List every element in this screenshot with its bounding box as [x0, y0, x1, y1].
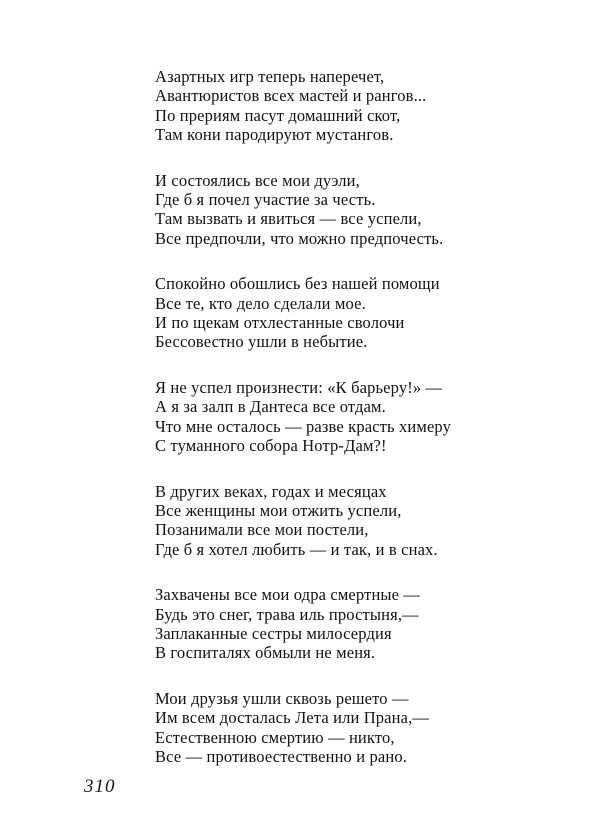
- poem-line: Все предпочли, что можно предпочесть.: [155, 228, 444, 248]
- poem-line: Там кони пародируют мустангов.: [155, 124, 394, 144]
- poem-line: Я не успел произнести: «К барьеру!» —: [155, 378, 443, 398]
- stanza-4: [155, 378, 555, 455]
- poem-line: Бессовестно ушли в небытие.: [155, 332, 368, 352]
- poem-line: Спокойно обошлись без нашей помощи: [155, 274, 440, 294]
- poem-line: Что мне осталось — разве красть химеру: [155, 416, 452, 436]
- poem-line: С туманного собора Нотр-Дам?!: [155, 435, 387, 455]
- stanza-3: [155, 274, 555, 351]
- poem-line: Все женщины мои отжить успели,: [155, 501, 402, 521]
- poem-line: А я за залп в Дантеса все отдам.: [155, 397, 386, 417]
- poem-line: Там вызвать и явиться — все успели,: [155, 209, 422, 229]
- poem-line: Позанимали все мои постели,: [155, 520, 369, 540]
- poem-line: Будь это снег, трава иль простыня,—: [155, 604, 419, 624]
- stanza-7: [155, 689, 555, 766]
- poem-line: Заплаканные сестры милосердия: [155, 624, 392, 644]
- poem-line: Захвачены все мои одра смертные —: [155, 585, 421, 605]
- poem-line: По прериям пасут домашний скот,: [155, 105, 401, 125]
- poem-line: Азартных игр теперь наперечет,: [155, 67, 385, 86]
- poem-line: Авантюристов всех мастей и рангов...: [155, 86, 427, 106]
- poem-line: Все те, кто дело сделали мое.: [155, 293, 366, 313]
- poem-line: Им всем досталась Лета или Прана,—: [155, 708, 430, 728]
- stanza-5: [155, 482, 555, 559]
- poem-line: Естественною смертию — никто,: [155, 727, 395, 747]
- poem-line: В других веках, годах и месяцах: [155, 481, 387, 501]
- poem-line: И состоялись все мои дуэли,: [155, 170, 360, 190]
- poem-line: Где б я хотел любить — и так, и в снах.: [155, 539, 438, 559]
- stanza-2: [155, 171, 555, 248]
- stanza-6: [155, 585, 555, 662]
- poem-body: [155, 67, 555, 793]
- poem-line: Все — противоестественно и рано.: [155, 747, 408, 767]
- poem-line: И по щекам отхлестанные сволочи: [155, 312, 405, 332]
- poem-line: Где б я почел участие за честь.: [155, 189, 376, 209]
- poem-line: Мои друзья ушли сквозь решето —: [155, 689, 409, 709]
- stanza-1: [155, 67, 555, 144]
- poem-line: В госпиталях обмыли не меня.: [155, 643, 376, 663]
- page-number: 310: [84, 776, 116, 797]
